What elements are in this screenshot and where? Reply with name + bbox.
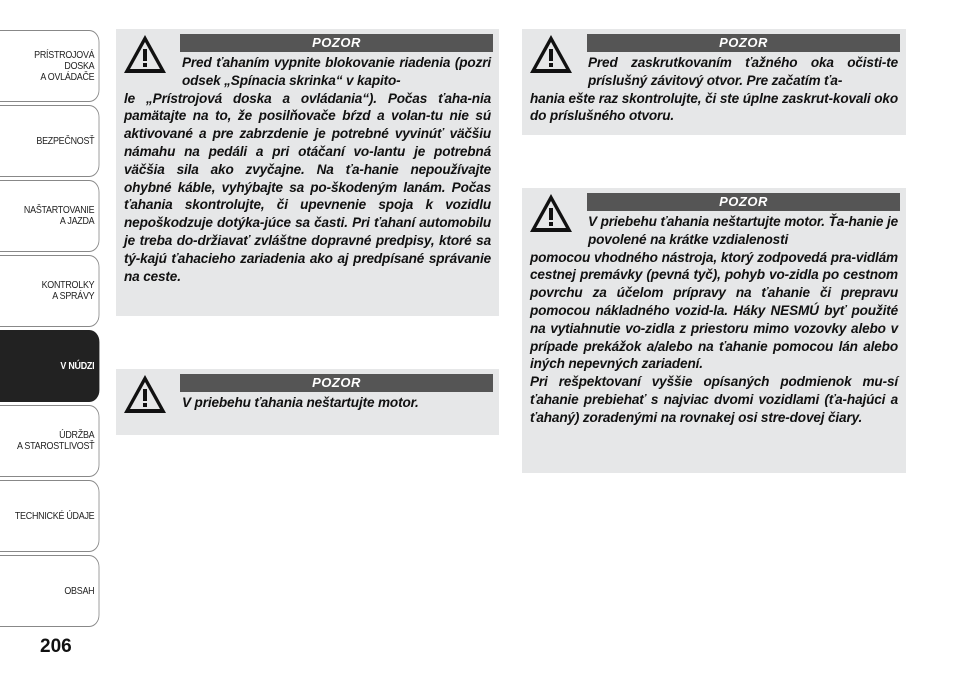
tab-label: NAŠTARTOVANIE A JAZDA xyxy=(23,204,95,227)
warning-body-text: hania ešte raz skontrolujte, či ste úplne zaskrut-kovali oko do príslušného otvoru. xyxy=(530,90,898,124)
tab-label: TECHNICKÉ ÚDAJE xyxy=(14,509,95,522)
tab-label: PRÍSTROJOVÁ DOSKA A OVLÁDAČE xyxy=(34,48,95,83)
box-title: POZOR xyxy=(587,193,900,211)
tab-technicke-udaje[interactable] xyxy=(0,480,99,552)
warning-body-text: le „Prístrojová doska a ovládania“). Počas ťaha-nia pamätajte na to, že posilňovače bŕzd a volan-tu nie sú aktivované a pre zabrzdenie je potrebné vyvinúť väčšiu námahu na pedáli a pri otáčaní vo-lantu je potrebná väčšia sila ako zvyčajne. Na ťa-hanie nepoužívajte ohybné káble, vyhýbajte sa po-škodeným lanám. Počas ťahania skontrolujte, či upevnenie spoja k vozidlu nepoškodzuje dotýka-júce sa časti. Pri ťahaní automobilu je treba do-držiavať zvláštne dopravné predpisy, ktoré sa tý-kajú ťahacieho zariadenia ako aj predpísané správanie na ceste. xyxy=(124,90,491,284)
tab-nastartovanie[interactable] xyxy=(0,180,99,252)
tab-obsah[interactable] xyxy=(0,555,99,627)
tab-kontrolky[interactable] xyxy=(0,255,99,327)
box-title: POZOR xyxy=(180,34,493,52)
tab-label: ÚDRŽBA A STAROSTLIVOSŤ xyxy=(17,429,95,452)
warning-text xyxy=(124,54,491,285)
page-number: 206 xyxy=(40,636,72,657)
tab-bezpecnost[interactable] xyxy=(0,105,99,177)
warning-text xyxy=(530,213,898,427)
warning-box-no-start xyxy=(116,369,499,435)
tab-label: BEZPEČNOSŤ xyxy=(36,134,95,147)
box-title: POZOR xyxy=(587,34,900,52)
box-header xyxy=(530,34,898,54)
warning-body-text: pomocou vhodného nástroja, ktorý zodpovedá pra-vidlám cestnej premávky (pevná tyč), pohyb vo-zidla po cestnom povrchu za účelom prípravy na ťahanie či prepravu pomocou nákladného vozid-la. Háky NESMÚ byť použité na vytiahnutie vo-zidla z priestoru mimo vozovky alebo v prípade prekážok a/alebo na ťahanie pomocou lán alebo iných nepevných zariadení. xyxy=(530,249,898,372)
tab-label: KONTROLKY A SPRÁVY xyxy=(41,279,95,302)
tab-label: OBSAH xyxy=(64,584,95,597)
warning-body-text-2: Pri rešpektovaní vyššie opísaných podmienok mu-sí ťahanie prebiehať s najviac dvomi vozidlami (ťa-hajúci a ťahaný) zoradenými na rovnakej osi stre-dovej čiary. xyxy=(530,374,898,425)
box-header xyxy=(124,374,491,394)
warning-lead-text: Pred zaskrutkovaním ťažného oka očisti-te príslušný závitový otvor. Pre začatím ťa- xyxy=(588,55,898,88)
tab-udrzba[interactable] xyxy=(0,405,99,477)
box-header xyxy=(124,34,491,54)
box-title: POZOR xyxy=(180,374,493,392)
warning-lead-text: Pred ťahaním vypnite blokovanie riadenia (pozri odsek „Spínacia skrinka“ v kapito- xyxy=(182,55,491,88)
tab-v-nudzi[interactable] xyxy=(0,330,99,402)
warning-text xyxy=(124,394,491,412)
warning-box-tow-eye xyxy=(522,29,906,135)
warning-lead-text: V priebehu ťahania neštartujte motor. xyxy=(182,395,419,410)
warning-text xyxy=(530,54,898,125)
warning-box-towing-rules xyxy=(522,188,906,473)
tab-pristrojova-doska[interactable] xyxy=(0,30,99,102)
tab-label: V NÚDZI xyxy=(60,359,95,372)
warning-box-steering-lock xyxy=(116,29,499,316)
warning-lead-text: V priebehu ťahania neštartujte motor. Ťa-hanie je povolené na krátke vzdialenosti xyxy=(588,214,898,247)
box-header xyxy=(530,193,898,213)
